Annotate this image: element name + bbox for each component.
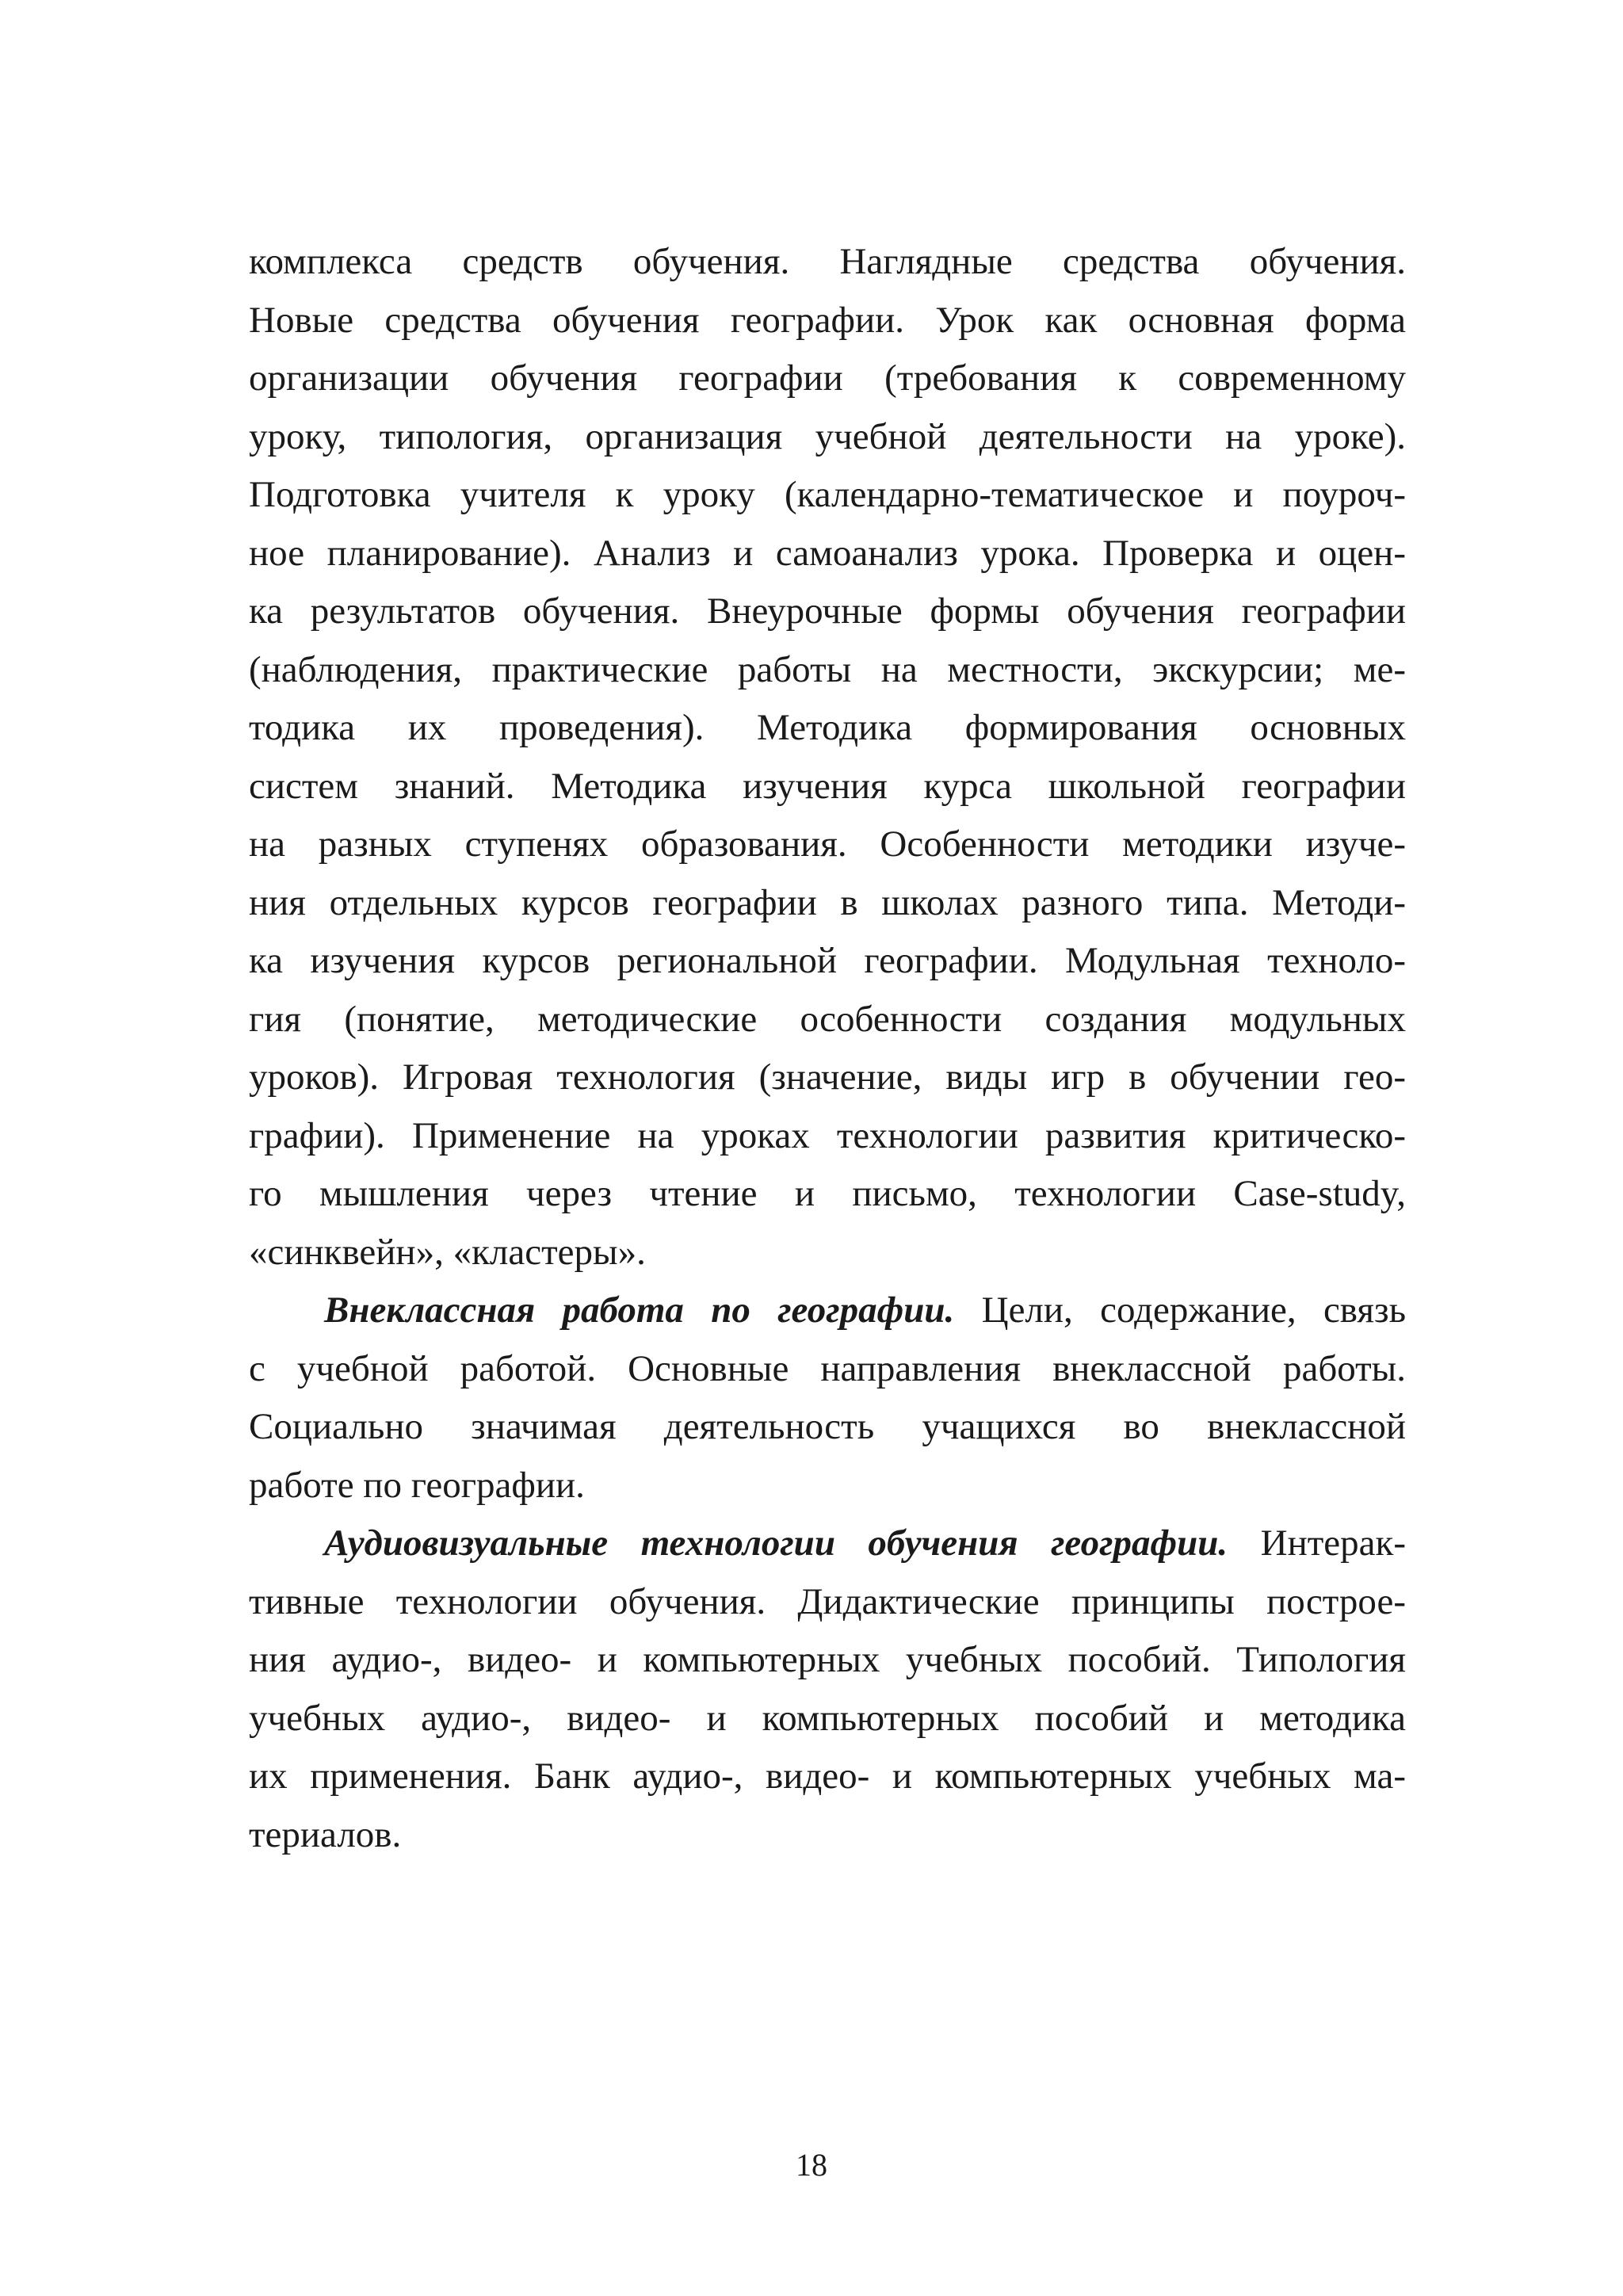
text-line xyxy=(249,1573,1406,1632)
text-run: ния отдельных курсов географии в школах разного типа. Методи- xyxy=(249,881,1406,923)
text-run: ное планирование). Анализ и самоанализ урока. Проверка и оцен- xyxy=(249,532,1406,574)
text-run: уроков). Игровая технология (значение, виды игр в обучении гео- xyxy=(249,1056,1406,1098)
body-text xyxy=(249,233,1406,1864)
text-line xyxy=(249,1165,1406,1224)
text-run: Цели, содержание, связь xyxy=(954,1289,1406,1331)
text-line xyxy=(249,1107,1406,1166)
section-title: Аудиовизуальные технологии обучения географии. xyxy=(324,1522,1228,1564)
text-run: «синквейн», «кластеры». xyxy=(249,1231,646,1273)
text-line xyxy=(249,874,1406,933)
text-run: Новые средства обучения географии. Урок как основная форма xyxy=(249,299,1406,341)
text-line xyxy=(249,1748,1406,1806)
text-run: (наблюдения, практические работы на местности, экскурсии; ме- xyxy=(249,648,1406,690)
text-line xyxy=(249,1457,1406,1515)
text-run: систем знаний. Методика изучения курса школьной географии xyxy=(249,765,1406,807)
text-line xyxy=(249,408,1406,467)
text-line xyxy=(249,1690,1406,1748)
text-line xyxy=(249,816,1406,874)
text-line xyxy=(249,1398,1406,1457)
text-run: их применения. Банк аудио-, видео- и компьютерных учебных ма- xyxy=(249,1755,1406,1797)
text-run: учебных аудио-, видео- и компьютерных пособий и методика xyxy=(249,1697,1406,1739)
text-line xyxy=(249,991,1406,1049)
paragraph xyxy=(249,1282,1406,1515)
text-run: Социально значимая деятельность учащихся во внеклассной xyxy=(249,1406,1406,1447)
text-run: териалов. xyxy=(249,1813,402,1855)
text-line xyxy=(249,1340,1406,1399)
text-line xyxy=(249,1282,1406,1340)
text-line xyxy=(249,1631,1406,1690)
text-run: Интерак- xyxy=(1228,1522,1406,1564)
text-line xyxy=(249,758,1406,816)
text-run: с учебной работой. Основные направления внеклассной работы. xyxy=(249,1347,1406,1389)
text-run: ка результатов обучения. Внеурочные формы обучения географии xyxy=(249,590,1406,632)
text-run: графии). Применение на уроках технологии развития критическо- xyxy=(249,1114,1406,1156)
text-run: гия (понятие, методические особенности создания модульных xyxy=(249,998,1406,1040)
text-line xyxy=(249,525,1406,583)
page-number: 18 xyxy=(796,2147,827,2183)
text-line xyxy=(249,932,1406,991)
text-line xyxy=(249,1806,1406,1865)
text-line xyxy=(249,233,1406,292)
text-run: тивные технологии обучения. Дидактические принципы построе- xyxy=(249,1580,1406,1622)
text-run: ния аудио-, видео- и компьютерных учебных пособий. Типология xyxy=(249,1639,1406,1680)
text-line xyxy=(249,1224,1406,1282)
text-line xyxy=(249,1515,1406,1573)
paragraph xyxy=(249,233,1406,1282)
paragraph xyxy=(249,1515,1406,1864)
text-line xyxy=(249,641,1406,700)
section-title: Внеклассная работа по географии. xyxy=(324,1289,955,1331)
text-line xyxy=(249,699,1406,758)
text-run: уроку, типология, организация учебной деятельности на уроке). xyxy=(249,415,1406,457)
text-run: тодика их проведения). Методика формирования основных xyxy=(249,707,1406,748)
text-run: комплекса средств обучения. Наглядные средства обучения. xyxy=(249,241,1406,282)
text-run: на разных ступенях образования. Особенности методики изуче- xyxy=(249,823,1406,865)
text-line xyxy=(249,292,1406,350)
text-run: Подготовка учителя к уроку (календарно-тематическое и поуроч- xyxy=(249,474,1406,515)
text-run: го мышления через чтение и письмо, технологии Case-study, xyxy=(249,1173,1406,1214)
text-run: ка изучения курсов региональной географии. Модульная техноло- xyxy=(249,940,1406,981)
text-line xyxy=(249,350,1406,408)
text-line xyxy=(249,583,1406,641)
text-run: организации обучения географии (требования к современному xyxy=(249,357,1406,399)
text-line xyxy=(249,1049,1406,1107)
text-run: работе по географии. xyxy=(249,1464,585,1506)
text-line xyxy=(249,466,1406,525)
